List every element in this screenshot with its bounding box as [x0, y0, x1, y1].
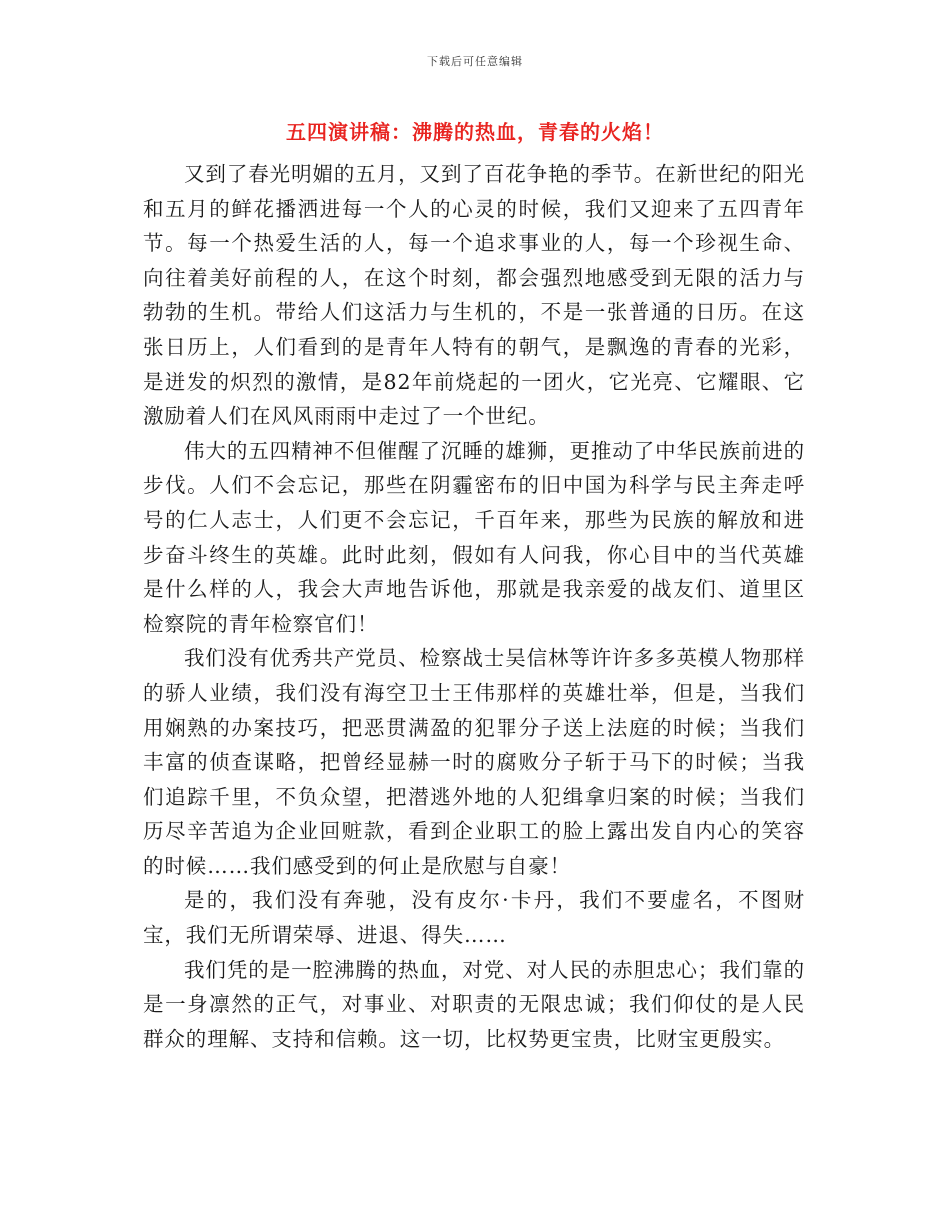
paragraph: 是的，我们没有奔驰，没有皮尔·卡丹，我们不要虚名，不图财宝，我们无所谓荣辱、进退、得失……: [143, 888, 805, 948]
page-header-note: 下载后可任意编辑: [427, 55, 523, 68]
document-title: 五四演讲稿：沸腾的热血，青春的火焰！: [286, 120, 664, 144]
document-body: [143, 157, 805, 1056]
paragraph: 我们没有优秀共产党员、检察战士吴信林等许许多多英模人物那样的骄人业绩，我们没有海空卫士王伟那样的英雄壮举，但是，当我们用娴熟的办案技巧，把恶贯满盈的犯罪分子送上法庭的时候；当我们丰富的侦查谋略，把曾经显赫一时的腐败分子斩于马下的时候；当我们追踪千里，不负众望，把潜逃外地的人犯缉拿归案的时候；当我们历尽辛苦追为企业回赃款，看到企业职工的脸上露出发自内心的笑容的时候……我们感受到的何止是欣慰与自豪！: [143, 646, 805, 878]
paragraph: 我们凭的是一腔沸腾的热血，对党、对人民的赤胆忠心；我们靠的是一身凛然的正气，对事业、对职责的无限忠诚；我们仰仗的是人民群众的理解、支持和信赖。这一切，比权势更宝贵，比财宝更殷实。: [143, 957, 805, 1051]
paragraph: 又到了春光明媚的五月，又到了百花争艳的季节。在新世纪的阳光和五月的鲜花播洒进每一个人的心灵的时候，我们又迎来了五四青年节。每一个热爱生活的人，每一个追求事业的人，每一个珍视生命、向往着美好前程的人，在这个时刻，都会强烈地感受到无限的活力与勃勃的生机。带给人们这活力与生机的，不是一张普通的日历。在这张日历上，人们看到的是青年人特有的朝气，是飘逸的青春的光彩，是迸发的炽烈的激情，是82年前烧起的一团火，它光亮、它耀眼、它激励着人们在风风雨雨中走过了一个世纪。: [143, 162, 805, 429]
paragraph: 伟大的五四精神不但催醒了沉睡的雄狮，更推动了中华民族前进的步伐。人们不会忘记，那些在阴霾密布的旧中国为科学与民主奔走呼号的仁人志士，人们更不会忘记，千百年来，那些为民族的解放和进步奋斗终生的英雄。此时此刻，假如有人问我，你心目中的当代英雄是什么样的人，我会大声地告诉他，那就是我亲爱的战友们、道里区检察院的青年检察官们！: [143, 438, 805, 636]
